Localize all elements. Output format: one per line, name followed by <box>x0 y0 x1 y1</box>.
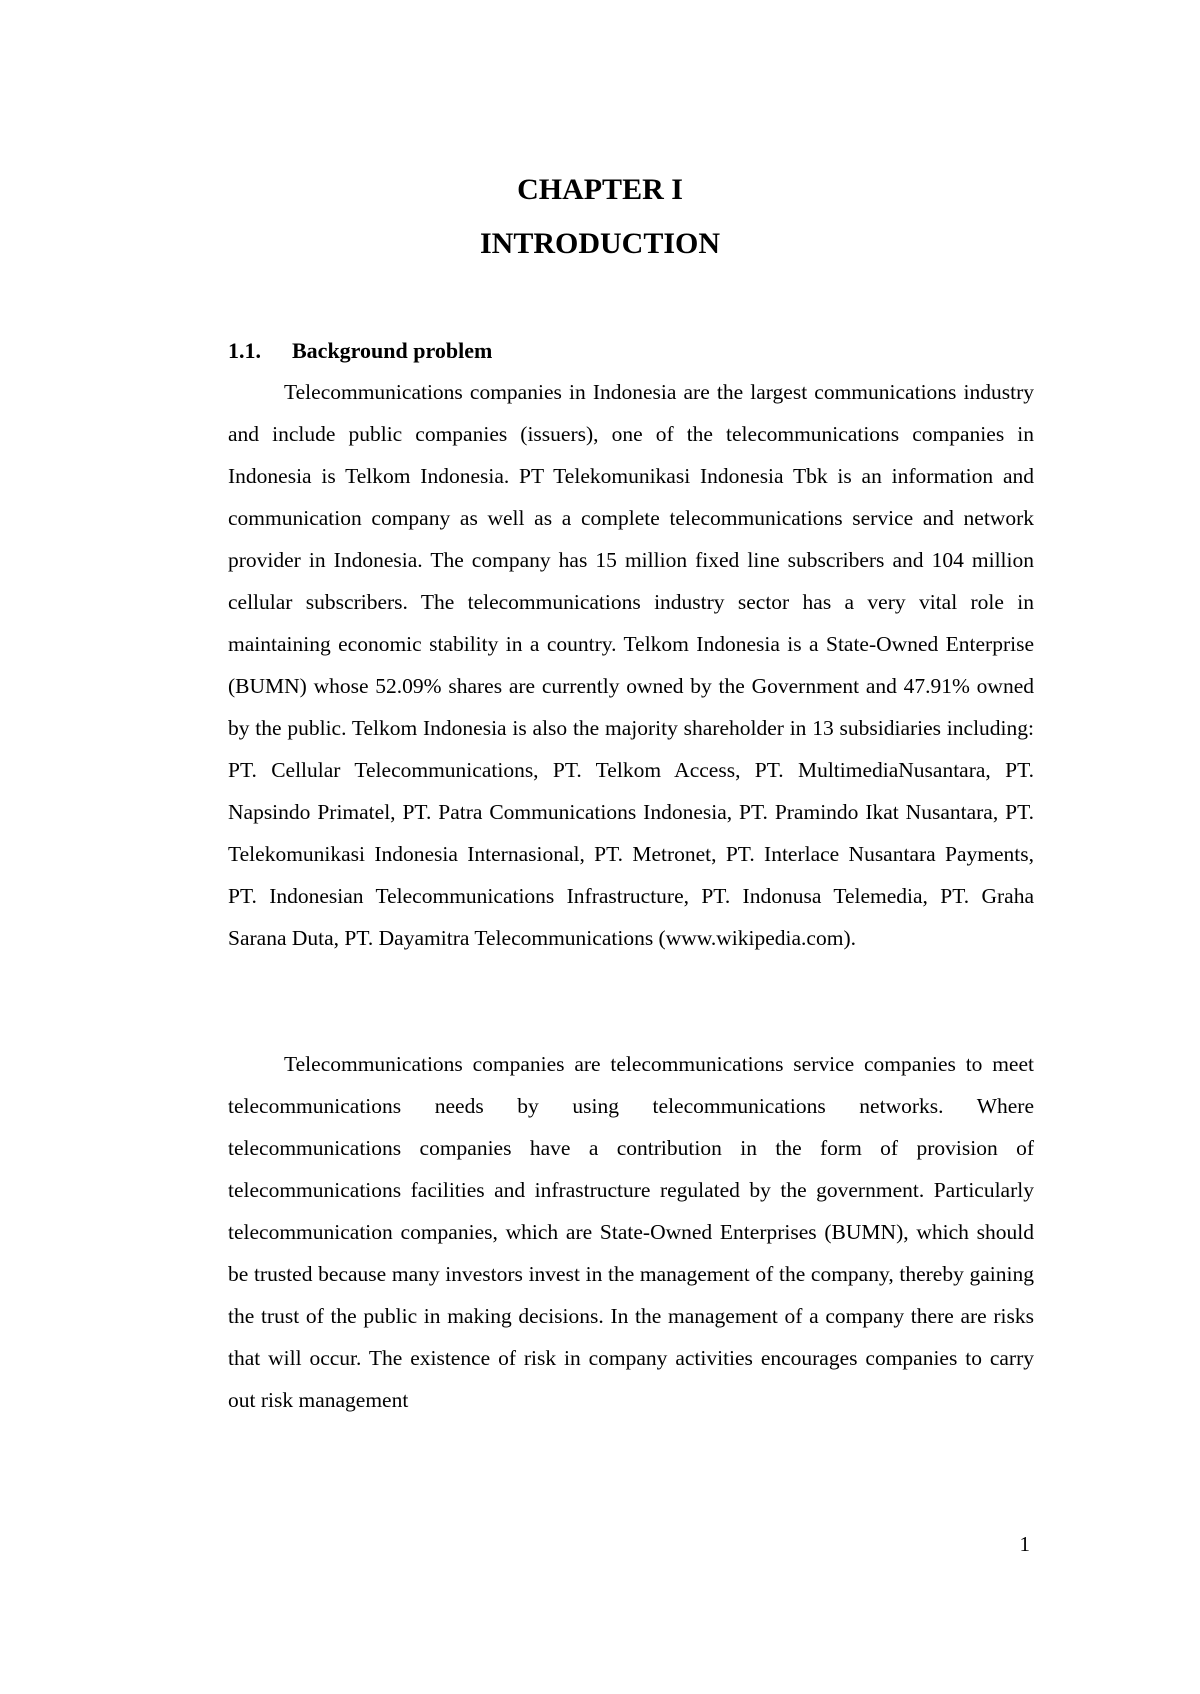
section-heading <box>228 337 492 366</box>
paragraph: Telecommunications companies in Indonesia are the largest communications industry and include public companies (issuers), one of the telecommunications companies in Indonesia is Telkom Indonesia. PT Telekomunikasi Indonesia Tbk is an information and communication company as well as a complete telecommunications service and network provider in Indonesia. The company has 15 million fixed line subscribers and 104 million cellular subscribers. The telecommunications industry sector has a very vital role in maintaining economic stability in a country. Telkom Indonesia is a State-Owned Enterprise (BUMN) whose 52.09% shares are currently owned by the Government and 47.91% owned by the public. Telkom Indonesia is also the majority shareholder in 13 subsidiaries including: PT. Cellular Telecommunications, PT. Telkom Access, PT. MultimediaNusantara, PT. Napsindo Primatel, PT. Patra Communications Indonesia, PT. Pramindo Ikat Nusantara, PT. Telekomunikasi Indonesia Internasional, PT. Metronet, PT. Interlace Nusantara Payments, PT. Indonesian Telecommunications Infrastructure, PT. Indonusa Telemedia, PT. Graha Sarana Duta, PT. Dayamitra Telecommunications (www.wikipedia.com). <box>228 380 1034 950</box>
section-title: Background problem <box>292 338 493 363</box>
page-number: 1 <box>1019 1532 1030 1556</box>
section-number: 1.1. <box>228 338 261 363</box>
chapter-number: CHAPTER I <box>517 173 683 206</box>
chapter-title: INTRODUCTION <box>479 227 721 260</box>
paragraph: Telecommunications companies are telecommunications service companies to meet telecommunications needs by using telecommunications networks. Where telecommunications companies have a contribution in the form of provision of telecommunications facilities and infrastructure regulated by the government. Particularly telecommunication companies, which are State-Owned Enterprises (BUMN), which should be trusted because many investors invest in the management of the company, thereby gaining the trust of the public in making decisions. In the management of a company there are risks that will occur. The existence of risk in company activities encourages companies to carry out risk management <box>228 1052 1034 1412</box>
